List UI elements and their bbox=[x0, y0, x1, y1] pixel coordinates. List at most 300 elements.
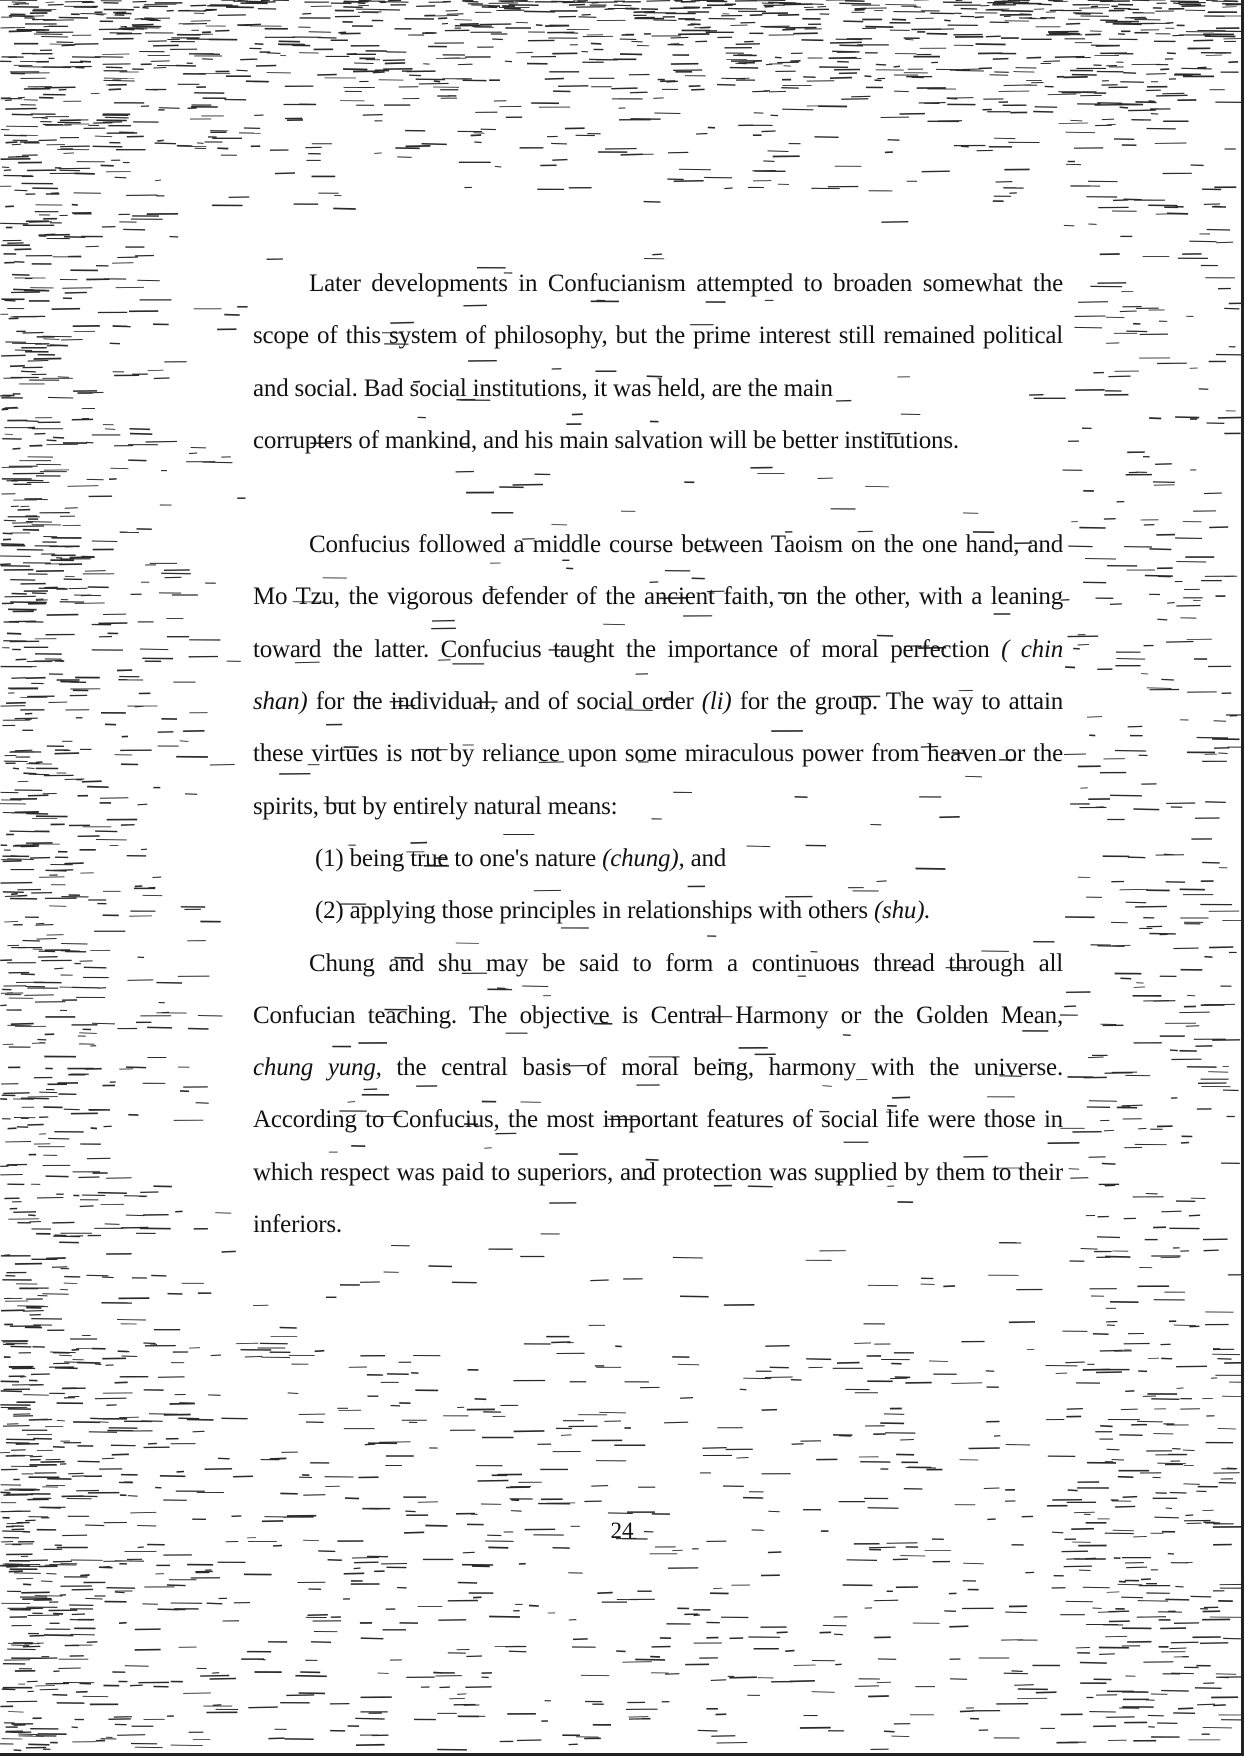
noise-dash bbox=[438, 18, 447, 19]
noise-dash bbox=[646, 1, 670, 2]
noise-dash bbox=[126, 1215, 145, 1216]
noise-dash bbox=[171, 1745, 203, 1746]
noise-dash bbox=[102, 54, 129, 55]
noise-dash bbox=[1123, 1497, 1138, 1498]
noise-dash bbox=[1067, 1409, 1083, 1410]
noise-dash bbox=[605, 149, 637, 150]
noise-dash bbox=[84, 967, 107, 968]
noise-dash bbox=[1205, 802, 1226, 803]
noise-dash bbox=[1107, 1592, 1120, 1593]
noise-dash bbox=[5, 1564, 23, 1565]
term-chin-shan: ( chin shan) bbox=[253, 635, 1063, 716]
noise-dash bbox=[255, 44, 264, 45]
noise-dash bbox=[343, 7, 362, 8]
noise-dash bbox=[1166, 1508, 1172, 1509]
noise-dash bbox=[1068, 1490, 1078, 1491]
noise-dash bbox=[13, 289, 34, 290]
noise-dash bbox=[1149, 418, 1161, 419]
noise-dash bbox=[218, 1458, 230, 1459]
noise-dash bbox=[106, 67, 123, 68]
noise-dash bbox=[1119, 1581, 1126, 1582]
noise-dash bbox=[815, 137, 839, 138]
noise-dash bbox=[1117, 1107, 1131, 1108]
noise-dash bbox=[1133, 809, 1159, 810]
noise-dash bbox=[1059, 123, 1088, 124]
noise-dash bbox=[0, 1452, 10, 1453]
noise-dash bbox=[1107, 1325, 1115, 1326]
noise-dash bbox=[55, 1368, 78, 1369]
noise-dash bbox=[112, 1454, 129, 1455]
noise-dash bbox=[13, 768, 19, 769]
noise-dash bbox=[27, 1125, 43, 1126]
noise-dash bbox=[354, 1562, 378, 1563]
noise-dash bbox=[135, 19, 143, 20]
noise-dash bbox=[1151, 114, 1158, 115]
noise-dash bbox=[1218, 1428, 1237, 1429]
list-item-1-text: (1) being true to one's nature bbox=[315, 844, 603, 872]
noise-dash bbox=[273, 1546, 282, 1547]
noise-dash bbox=[1089, 1101, 1117, 1102]
noise-dash bbox=[280, 1328, 297, 1329]
noise-dash bbox=[2, 408, 18, 409]
noise-dash bbox=[5, 109, 36, 110]
noise-dash bbox=[885, 5, 916, 6]
noise-dash bbox=[9, 1571, 23, 1572]
noise-dash bbox=[81, 595, 91, 596]
noise-dash bbox=[4, 921, 18, 922]
noise-dash bbox=[85, 1598, 102, 1599]
noise-dash bbox=[356, 1745, 385, 1746]
noise-dash bbox=[4, 1255, 11, 1256]
list-item-2 bbox=[253, 885, 1063, 937]
noise-dash bbox=[196, 1103, 209, 1104]
noise-dash bbox=[154, 378, 170, 379]
noise-dash bbox=[1, 706, 26, 707]
noise-dash bbox=[14, 190, 27, 191]
noise-dash bbox=[354, 63, 374, 64]
noise-dash bbox=[1066, 132, 1096, 133]
noise-dash bbox=[969, 1448, 1000, 1449]
noise-dash bbox=[1110, 604, 1122, 605]
noise-dash bbox=[670, 8, 699, 9]
noise-dash bbox=[128, 460, 146, 461]
noise-dash bbox=[270, 1458, 287, 1459]
noise-dash bbox=[1148, 1358, 1159, 1359]
noise-dash bbox=[765, 1377, 793, 1378]
noise-dash bbox=[115, 1382, 128, 1383]
noise-dash bbox=[1089, 1157, 1106, 1158]
noise-dash bbox=[302, 1475, 309, 1476]
noise-dash bbox=[80, 1575, 89, 1576]
noise-dash bbox=[478, 1481, 509, 1482]
noise-dash bbox=[213, 1705, 222, 1706]
noise-dash bbox=[785, 1651, 794, 1652]
noise-dash bbox=[475, 1399, 487, 1400]
noise-dash bbox=[130, 1512, 156, 1513]
noise-dash bbox=[41, 37, 68, 38]
noise-dash bbox=[960, 1711, 974, 1712]
noise-dash bbox=[87, 787, 109, 788]
noise-dash bbox=[1149, 549, 1171, 550]
noise-dash bbox=[551, 143, 567, 144]
noise-dash bbox=[30, 858, 50, 859]
noise-dash bbox=[653, 98, 663, 99]
noise-dash bbox=[72, 57, 101, 58]
noise-dash bbox=[302, 14, 311, 15]
noise-dash bbox=[1186, 1026, 1199, 1027]
noise-dash bbox=[36, 762, 43, 763]
noise-dash bbox=[950, 1679, 967, 1680]
noise-dash bbox=[1175, 1586, 1183, 1587]
noise-dash bbox=[26, 421, 39, 422]
noise-dash bbox=[1167, 213, 1188, 214]
noise-dash bbox=[1126, 902, 1147, 903]
noise-dash bbox=[1004, 1673, 1028, 1674]
noise-dash bbox=[46, 1258, 65, 1259]
noise-dash bbox=[1104, 1130, 1114, 1131]
noise-dash bbox=[10, 831, 36, 832]
noise-dash bbox=[1120, 978, 1131, 979]
noise-dash bbox=[238, 0, 246, 1]
noise-dash bbox=[105, 117, 129, 118]
noise-dash bbox=[117, 257, 138, 258]
noise-dash bbox=[130, 429, 151, 430]
noise-dash bbox=[158, 1609, 180, 1610]
noise-dash bbox=[1216, 1674, 1236, 1675]
noise-dash bbox=[92, 1023, 115, 1024]
noise-dash bbox=[147, 1027, 172, 1028]
noise-dash bbox=[106, 1588, 135, 1589]
noise-dash bbox=[652, 254, 662, 255]
noise-dash bbox=[53, 1236, 80, 1237]
noise-dash bbox=[611, 88, 637, 89]
noise-dash bbox=[1128, 726, 1143, 727]
noise-dash bbox=[14, 1750, 22, 1751]
noise-dash bbox=[724, 188, 732, 189]
noise-dash bbox=[167, 1585, 186, 1586]
noise-dash bbox=[678, 1364, 699, 1365]
noise-dash bbox=[318, 1551, 335, 1552]
noise-dash bbox=[665, 1674, 679, 1675]
noise-dash bbox=[200, 1676, 229, 1677]
noise-dash bbox=[20, 1377, 26, 1378]
term-li: (li) bbox=[701, 688, 732, 716]
noise-dash bbox=[1138, 1128, 1146, 1129]
noise-dash bbox=[442, 23, 448, 24]
noise-dash bbox=[28, 1658, 57, 1659]
noise-dash bbox=[591, 43, 601, 44]
noise-dash bbox=[509, 1651, 527, 1652]
noise-dash bbox=[19, 67, 46, 68]
noise-dash bbox=[1121, 1597, 1143, 1598]
noise-dash bbox=[877, 1682, 891, 1683]
noise-dash bbox=[148, 370, 164, 371]
noise-dash bbox=[72, 987, 99, 988]
noise-dash bbox=[41, 1507, 61, 1508]
noise-dash bbox=[1179, 1012, 1209, 1013]
noise-dash bbox=[12, 594, 27, 595]
noise-dash bbox=[79, 1033, 97, 1034]
noise-dash bbox=[117, 1320, 146, 1321]
noise-dash bbox=[536, 25, 543, 26]
noise-dash bbox=[1126, 1567, 1147, 1568]
noise-dash bbox=[465, 1687, 491, 1688]
noise-dash bbox=[1100, 1426, 1112, 1427]
page-number: 24 bbox=[610, 1518, 634, 1543]
noise-dash bbox=[792, 1444, 804, 1445]
noise-dash bbox=[91, 1128, 97, 1129]
noise-dash bbox=[246, 81, 269, 82]
noise-dash bbox=[18, 896, 27, 897]
noise-dash bbox=[44, 1635, 73, 1636]
noise-dash bbox=[1107, 124, 1116, 125]
noise-dash bbox=[841, 99, 868, 100]
noise-dash bbox=[1128, 110, 1156, 111]
noise-dash bbox=[23, 773, 36, 774]
noise-dash bbox=[1038, 4, 1052, 5]
noise-dash bbox=[436, 15, 459, 16]
paragraph-1-line-1: Later developments in Confucianism attempted to broaden somewhat the scope of this system of philosophy, but the prime interest still remained political and social. Bad social institutions, it was held, are the main bbox=[253, 270, 1063, 402]
noise-dash bbox=[418, 1502, 438, 1503]
noise-dash bbox=[125, 1666, 149, 1667]
noise-dash bbox=[28, 361, 49, 362]
noise-dash bbox=[60, 146, 90, 147]
noise-dash bbox=[207, 1603, 223, 1604]
noise-dash bbox=[1212, 1, 1239, 2]
noise-dash bbox=[30, 1456, 43, 1457]
noise-dash bbox=[72, 1350, 80, 1351]
noise-dash bbox=[1170, 1493, 1187, 1494]
noise-dash bbox=[979, 68, 992, 69]
noise-dash bbox=[48, 5, 64, 6]
noise-dash bbox=[1110, 795, 1142, 796]
noise-dash bbox=[39, 235, 70, 236]
noise-dash bbox=[137, 280, 160, 281]
noise-dash bbox=[1043, 61, 1060, 62]
noise-dash bbox=[1197, 1704, 1215, 1705]
noise-dash bbox=[359, 1, 372, 2]
noise-dash bbox=[28, 1744, 49, 1745]
paragraph-3 bbox=[253, 938, 1063, 1252]
noise-dash bbox=[5, 596, 36, 597]
noise-dash bbox=[23, 1311, 44, 1312]
noise-dash bbox=[37, 939, 57, 940]
noise-dash bbox=[517, 1740, 541, 1741]
noise-dash bbox=[9, 621, 36, 622]
noise-dash bbox=[117, 1735, 145, 1736]
noise-dash bbox=[1195, 1688, 1222, 1689]
noise-dash bbox=[1177, 1388, 1184, 1389]
noise-dash bbox=[884, 1414, 904, 1415]
noise-dash bbox=[963, 1563, 984, 1564]
noise-dash bbox=[769, 91, 786, 92]
noise-dash bbox=[102, 1277, 114, 1278]
noise-dash bbox=[36, 600, 48, 601]
noise-dash bbox=[104, 78, 134, 79]
noise-dash bbox=[996, 182, 1013, 183]
noise-dash bbox=[782, 29, 795, 30]
noise-dash bbox=[634, 12, 655, 13]
noise-dash bbox=[1078, 644, 1089, 645]
noise-dash bbox=[1157, 1463, 1186, 1464]
noise-dash bbox=[1087, 717, 1102, 718]
noise-dash bbox=[1161, 1691, 1189, 1692]
noise-dash bbox=[976, 44, 1006, 45]
noise-dash bbox=[1166, 642, 1193, 643]
noise-dash bbox=[1005, 1612, 1026, 1613]
noise-dash bbox=[29, 222, 52, 223]
noise-dash bbox=[58, 377, 69, 378]
noise-dash bbox=[1, 1391, 22, 1392]
noise-dash bbox=[46, 1574, 56, 1575]
noise-dash bbox=[888, 140, 900, 141]
noise-dash bbox=[26, 814, 48, 815]
noise-dash bbox=[429, 1266, 453, 1267]
noise-dash bbox=[53, 437, 64, 438]
noise-dash bbox=[1113, 200, 1128, 201]
noise-dash bbox=[256, 66, 276, 67]
noise-dash bbox=[76, 1348, 100, 1349]
noise-dash bbox=[210, 1679, 236, 1680]
noise-dash bbox=[1083, 1369, 1110, 1370]
noise-dash bbox=[50, 345, 68, 346]
noise-dash bbox=[86, 442, 93, 443]
noise-dash bbox=[1085, 559, 1116, 560]
noise-dash bbox=[22, 1599, 51, 1600]
noise-dash bbox=[1155, 464, 1172, 465]
noise-dash bbox=[157, 140, 164, 141]
noise-dash bbox=[473, 1597, 482, 1598]
noise-dash bbox=[8, 7, 39, 8]
noise-dash bbox=[3, 1511, 23, 1512]
noise-dash bbox=[24, 995, 54, 996]
noise-dash bbox=[93, 146, 123, 147]
noise-dash bbox=[946, 98, 973, 99]
noise-dash bbox=[205, 1469, 233, 1470]
noise-dash bbox=[12, 144, 21, 145]
noise-dash bbox=[698, 1730, 718, 1731]
noise-dash bbox=[458, 1583, 477, 1584]
noise-dash bbox=[1170, 1050, 1178, 1051]
noise-dash bbox=[590, 1280, 608, 1281]
noise-dash bbox=[621, 154, 643, 155]
noise-dash bbox=[975, 17, 984, 18]
noise-dash bbox=[569, 5, 585, 6]
noise-dash bbox=[16, 659, 27, 660]
noise-dash bbox=[419, 83, 449, 84]
noise-dash bbox=[8, 1712, 24, 1713]
noise-dash bbox=[41, 1581, 53, 1582]
noise-dash bbox=[511, 1511, 522, 1512]
noise-dash bbox=[1136, 102, 1157, 103]
noise-dash bbox=[1181, 68, 1212, 69]
noise-dash bbox=[750, 15, 763, 16]
noise-dash bbox=[1107, 1449, 1120, 1450]
noise-dash bbox=[416, 6, 435, 7]
noise-dash bbox=[1138, 1601, 1169, 1602]
paragraph-2-text-c: for the group. The way to attain these virtues is not by reliance upon some miraculous power from heaven or the spirits, but by entirely natural means: bbox=[253, 688, 1063, 820]
noise-dash bbox=[711, 1680, 726, 1681]
noise-dash bbox=[77, 1363, 100, 1364]
noise-dash bbox=[15, 812, 39, 813]
noise-dash bbox=[126, 1067, 146, 1068]
noise-dash bbox=[1068, 546, 1092, 547]
noise-dash bbox=[1055, 57, 1085, 58]
noise-dash bbox=[1079, 8, 1109, 9]
noise-dash bbox=[1149, 101, 1155, 102]
noise-dash bbox=[72, 1476, 85, 1477]
noise-dash bbox=[0, 564, 11, 565]
noise-dash bbox=[868, 1696, 889, 1697]
noise-dash bbox=[61, 340, 83, 341]
noise-dash bbox=[136, 28, 160, 29]
noise-dash bbox=[138, 804, 148, 805]
noise-dash bbox=[1216, 1677, 1229, 1678]
noise-dash bbox=[990, 75, 1009, 76]
noise-dash bbox=[153, 68, 166, 69]
noise-dash bbox=[847, 1560, 877, 1561]
noise-dash bbox=[355, 1718, 385, 1719]
noise-dash bbox=[406, 146, 431, 147]
noise-dash bbox=[1197, 68, 1206, 69]
noise-dash bbox=[1096, 46, 1120, 47]
noise-dash bbox=[635, 1659, 665, 1660]
noise-dash bbox=[474, 142, 481, 143]
noise-dash bbox=[14, 526, 44, 527]
noise-dash bbox=[12, 275, 30, 276]
noise-dash bbox=[951, 1383, 982, 1384]
noise-dash bbox=[1033, 112, 1053, 113]
noise-dash bbox=[1122, 1105, 1143, 1106]
noise-dash bbox=[4, 300, 15, 301]
noise-dash bbox=[1167, 53, 1176, 54]
noise-dash bbox=[16, 1578, 33, 1579]
noise-dash bbox=[670, 44, 679, 45]
noise-dash bbox=[1112, 1460, 1124, 1461]
noise-dash bbox=[1185, 1515, 1193, 1516]
noise-dash bbox=[54, 1235, 66, 1236]
noise-dash bbox=[34, 359, 62, 360]
noise-dash bbox=[784, 66, 791, 67]
noise-dash bbox=[80, 1683, 92, 1684]
noise-dash bbox=[865, 27, 893, 28]
noise-dash bbox=[1, 566, 30, 567]
noise-dash bbox=[1064, 754, 1086, 755]
noise-dash bbox=[185, 794, 197, 795]
noise-dash bbox=[671, 37, 689, 38]
noise-dash bbox=[303, 1495, 325, 1496]
noise-dash bbox=[23, 1736, 44, 1737]
noise-dash bbox=[18, 1734, 39, 1735]
noise-dash bbox=[514, 1431, 545, 1432]
noise-dash bbox=[1161, 1211, 1181, 1212]
noise-dash bbox=[1100, 1350, 1123, 1351]
noise-dash bbox=[1164, 854, 1174, 855]
noise-dash bbox=[1227, 1468, 1238, 1469]
noise-dash bbox=[1174, 1325, 1196, 1326]
noise-dash bbox=[573, 1639, 588, 1640]
noise-dash bbox=[839, 45, 863, 46]
noise-dash bbox=[736, 1458, 748, 1459]
noise-dash bbox=[790, 1681, 815, 1682]
noise-dash bbox=[363, 115, 383, 116]
noise-dash bbox=[267, 53, 281, 54]
noise-dash bbox=[5, 896, 19, 897]
noise-dash bbox=[140, 649, 168, 650]
noise-dash bbox=[855, 1686, 879, 1687]
noise-dash bbox=[11, 1024, 34, 1025]
noise-dash bbox=[1137, 1421, 1163, 1422]
